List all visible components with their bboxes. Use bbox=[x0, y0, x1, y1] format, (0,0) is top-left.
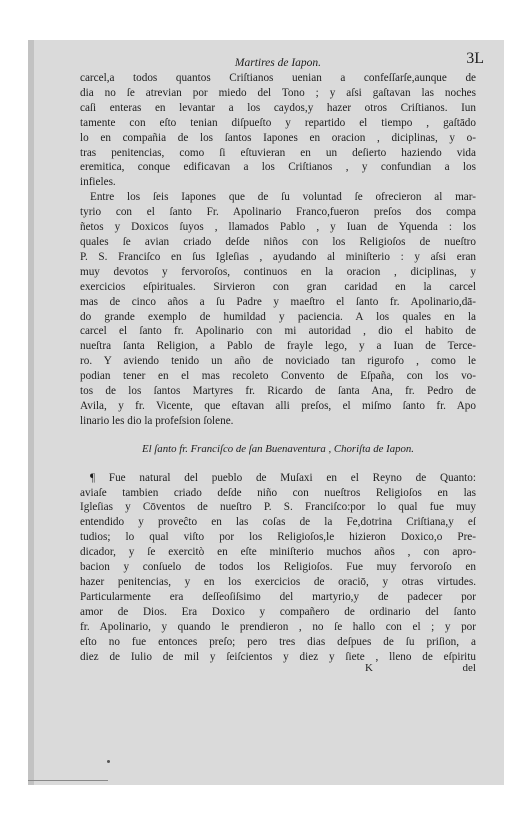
running-head-title: Martires de Iapon. bbox=[234, 57, 322, 69]
scanned-page bbox=[28, 40, 504, 785]
text-line: hazer penitencias, y en los exercicios de oraciō, y otras virtudes. bbox=[80, 576, 476, 588]
text-line: dia no ſe atrevian por miedo del Tono ; y aſsi gaſtavan las noches bbox=[80, 86, 476, 99]
text-line: Particularmente era deſſeoſiſsimo del martyrio,y de padecer por bbox=[80, 590, 476, 603]
text-line: carcel el ſanto fr. Apolinario con mi autoridad , dio el habito de bbox=[80, 325, 476, 338]
text-line: tras penitencias, como ſi eſtuvieran en un deſierto haziendo vida bbox=[80, 146, 476, 159]
text-line: tos de los ſantos Martyres fr. Ricardo de ſanta Ana, fr. Pedro de bbox=[80, 385, 476, 398]
page-gutter-shadow bbox=[28, 40, 34, 785]
text-line: amor de Dios. Era Doxico y compañero de ordinario del ſanto bbox=[80, 605, 476, 618]
text-line: do grande exemplo de humildad y paciencia. A los quales en la bbox=[80, 310, 476, 323]
folio-number: 3L bbox=[466, 50, 484, 67]
text-line: ¶ Fue natural del pueblo de Muſaxi en el Reyno de Quanto: bbox=[90, 471, 476, 484]
scan-edge-mark bbox=[28, 780, 108, 781]
text-line: fr. Apolinario, y quando le prendieron , no ſe hallo con el ; y por bbox=[80, 620, 476, 633]
text-line: bacion y conſuelo de todos los Religioſos. Fue muy fervoroſo en bbox=[80, 561, 476, 574]
text-line: caſi enteras en levantar a los caydos,y hazer otros Criſtianos. Iun bbox=[80, 101, 476, 114]
text-line: P. S. Franciſco en ſus Igleſias , ayudando al miniſterio : y aſsi eran bbox=[80, 250, 476, 263]
signature-mark: K bbox=[365, 662, 373, 675]
text-line: mas de cinco años a ſu Padre y maeſtro el ſanto fr. Apolinario,dā- bbox=[80, 295, 476, 308]
text-line: quales ſe avian criado deſde niños con los Religioſos de nueſtro bbox=[80, 235, 476, 248]
text-line: podian tener en el mas recoleto Convento de Eſpaña, con los vo- bbox=[80, 370, 476, 383]
text-line: exercicios eſpirituales. Sirvieron con gran caridad en la carcel bbox=[80, 280, 476, 293]
text-line: Avila, y fr. Vicente, que eſtavan alli preſos, el miſmo ſanto fr. Apo bbox=[80, 399, 476, 412]
page-footer bbox=[80, 664, 476, 679]
paragraph-1 bbox=[80, 71, 476, 190]
text-line: ñetos y Doxicos ſuyos , llamados Pablo , y Iuan de Yquenda : los bbox=[80, 221, 476, 234]
paragraph-2 bbox=[80, 190, 476, 429]
text-line: tyrio con el ſanto Fr. Apolinario Franco,fueron preſos dos compa bbox=[80, 206, 476, 219]
text-line: eſto no fue entonces preſo; pero tres dias deſpues de ſu priſion, a bbox=[80, 635, 476, 648]
text-line: muy devotos y fervoroſos, continuos en la oracion , diciplinas, y bbox=[80, 265, 476, 278]
text-line: Entre los ſeis Iapones que de ſu voluntad ſe ofrecieron al mar- bbox=[90, 191, 476, 204]
text-line: carcel,a todos quantos Criſtianos uenian a confeſſarſe,aunque de bbox=[80, 72, 476, 84]
text-line: eremitica, conque edificavan a los Criſtianos , y confundian a los bbox=[80, 161, 476, 174]
text-line: dicador, y ſe exercitò en eſte miniſterio muchos años , con apro- bbox=[80, 546, 476, 559]
text-line: tamente con eſto tenian diſpueſto y repartido el tiempo , gaſtādo bbox=[80, 116, 476, 129]
page-text-block bbox=[80, 50, 484, 679]
text-line: ro. Y aviendo tenido un año de noviciado tan rigurofo , como le bbox=[80, 355, 476, 368]
section-heading: El ſanto fr. Franciſco de ſan Buenaventura , Choriſta de Iapon. bbox=[142, 442, 414, 455]
text-line: entendido y proveĉto en las coſas de la Fe,dotrina Criſtiana,y eſ bbox=[80, 516, 476, 529]
text-line: diez de Iulio de mil y ſeiſcientos y diez y ſiete , lleno de eſpiritu bbox=[80, 650, 476, 663]
ink-speck bbox=[107, 760, 110, 763]
text-line: Igleſias y Cōventos de nueſtro P. S. Franciſco:por lo qual fue muy bbox=[80, 501, 476, 514]
text-line: linario les dio la profeſsion ſolene. bbox=[80, 414, 234, 427]
text-line: lo en compañia de los ſantos Iapones en oracion , diciplinas, y o- bbox=[80, 131, 476, 144]
catchword: del bbox=[462, 662, 476, 675]
text-line: aviaſe tambien criado deſde niño con nueſtros Religioſos en las bbox=[80, 486, 476, 499]
text-line: nueſtra ſanta Religion, a Pablo de frayle lego, y a Iuan de Terce- bbox=[80, 340, 476, 353]
text-line: infieles. bbox=[80, 176, 116, 189]
paragraph-3 bbox=[80, 471, 476, 665]
text-line: tudios; lo qual viſto por los Religioſos,le hizieron Doxico,o Pre- bbox=[80, 531, 476, 544]
running-head bbox=[80, 50, 484, 70]
